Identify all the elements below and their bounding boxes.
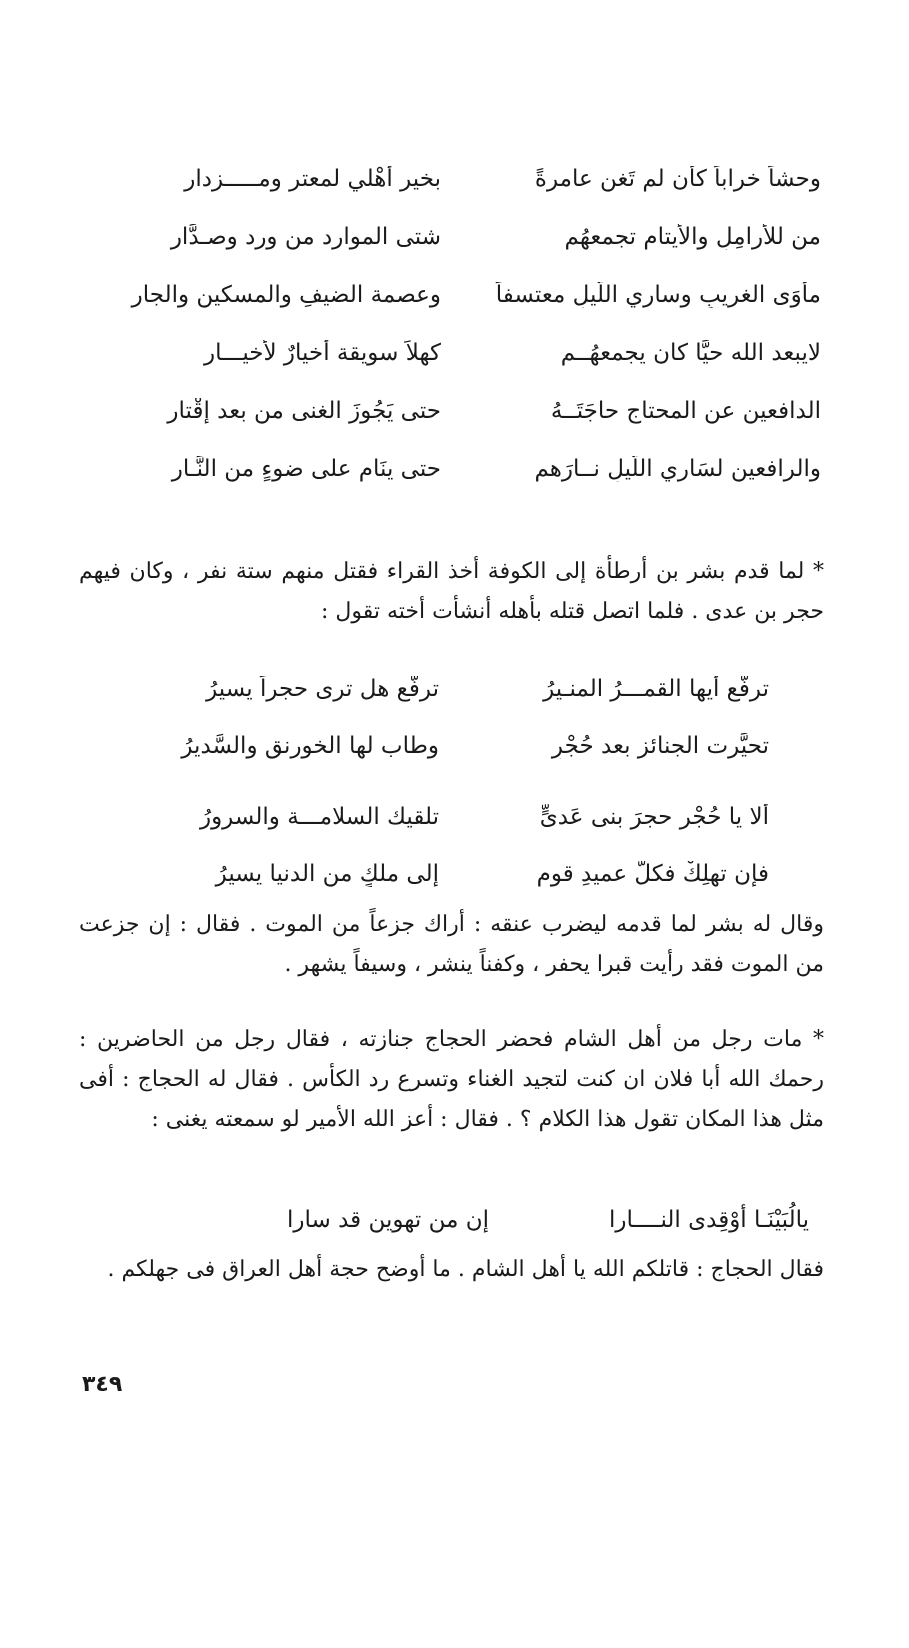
second-hemistich: شتى الموارد من ورد وصـدَّار	[170, 224, 441, 250]
second-hemistich: إن من تهوين قد سارا	[287, 1207, 489, 1233]
verse	[129, 845, 769, 902]
first-hemistich: وحشاً خراباً كأن لم تَغن عامرةً	[534, 166, 821, 192]
first-hemistich: والرافعين لسَارِي اللَّيلِ نــارَهم	[534, 456, 821, 482]
verse	[129, 660, 769, 717]
second-hemistich: بخيرِ أهْلي لمعتر ومـــــزدار	[184, 166, 441, 192]
second-hemistich: ترفَّع هل ترى حجراً يسيرُ	[206, 675, 439, 702]
poem-2	[129, 660, 769, 902]
verse	[81, 266, 821, 324]
verse	[81, 382, 821, 440]
paragraph-bishr-story	[79, 552, 824, 632]
paragraph-text: * لما قدم بشر بن أرطأة إلى الكوفة أخذ القراء فقتل منهم ستة نفر ، وكان فيهم حجر بن عدى . فلما اتصل قتله بأهله أنشأت أخته تقول :	[79, 559, 824, 624]
second-hemistich: كهلاً سويقة أخيارٌ لأخيـــارِ	[204, 340, 441, 366]
verse	[81, 208, 821, 266]
second-hemistich: إلى ملكٍ من الدنيا يسيرُ	[215, 860, 439, 887]
second-hemistich: وعصمة الضيفِ والمسكين والجار	[131, 282, 441, 308]
single-verse	[189, 1200, 809, 1240]
paragraph-hajjaj-funeral	[79, 1020, 824, 1140]
verse	[129, 788, 769, 845]
first-hemistich: مأوَى الغريبِ وساري اللَّيلِ معتسفاً	[495, 282, 821, 308]
verse	[81, 324, 821, 382]
verse	[81, 150, 821, 208]
first-hemistich: لايبعد الله حيًّا كان يجمعهُــم	[560, 340, 821, 366]
page-number: ٣٤٩	[82, 1372, 123, 1397]
second-hemistich: حتى ينَام على ضوءٍ من النَّـارِ	[171, 456, 441, 482]
verse	[129, 717, 769, 774]
second-hemistich: حتى يَجُوزَ الغنى من بعد إقْتارِ	[167, 398, 441, 424]
first-hemistich: فإن تهلِكْ فكلُّ عميدِ قومٍ	[536, 860, 769, 887]
first-hemistich: تحيَّرت الجنائز بعد حُجْرٍ	[551, 732, 769, 759]
verse	[189, 1200, 809, 1240]
second-hemistich: تلقيك السلامـــة والسرورُ	[199, 803, 439, 830]
poem-1	[81, 150, 821, 498]
first-hemistich: ترفَّع أيها القمـــرُ المنـيرُ	[543, 675, 769, 702]
verse	[81, 440, 821, 498]
first-hemistich: الدافعين عنِ المحتاجِ حاجَتَــهُ	[550, 398, 821, 424]
paragraph-text: وقال له بشر لما قدمه ليضرب عنقه : أراك جزعاً من الموت . فقال : إن جزعت من الموت فقد رأيت قبرا يحفر ، وكفناً ينشر ، وسيفاً يشهر .	[79, 912, 824, 977]
first-hemistich: ألا يا حُجْر حجرَ بنى عَدىٍّ	[539, 803, 769, 830]
first-hemistich: من للأَرامِلِ والأَيتامِ تجمعهُم	[564, 224, 821, 250]
second-hemistich: وطاب لها الخورنق والسَّديرُ	[181, 732, 439, 759]
paragraph-hujr-reply	[79, 905, 824, 985]
first-hemistich: يالُبَيْنَـا أوْقِدى النــــارا	[609, 1207, 809, 1233]
paragraph-text: * مات رجل من أهل الشام فحضر الحجاج جنازته ، فقال رجل من الحاضرين : رحمك الله أبا فلان ان كنت لتجيد الغناء وتسرع رد الكأس . فقال له الحجاج : أفى مثل هذا المكان تقول هذا الكلام ؟ . فقال : أعز الله الأمير لو سمعته يغنى :	[79, 1027, 824, 1132]
paragraph-text: فقال الحجاج : قاتلكم الله يا أهل الشام . ما أوضح حجة أهل العراق فى جهلكم .	[107, 1257, 824, 1282]
paragraph-hajjaj-reply	[79, 1250, 824, 1290]
